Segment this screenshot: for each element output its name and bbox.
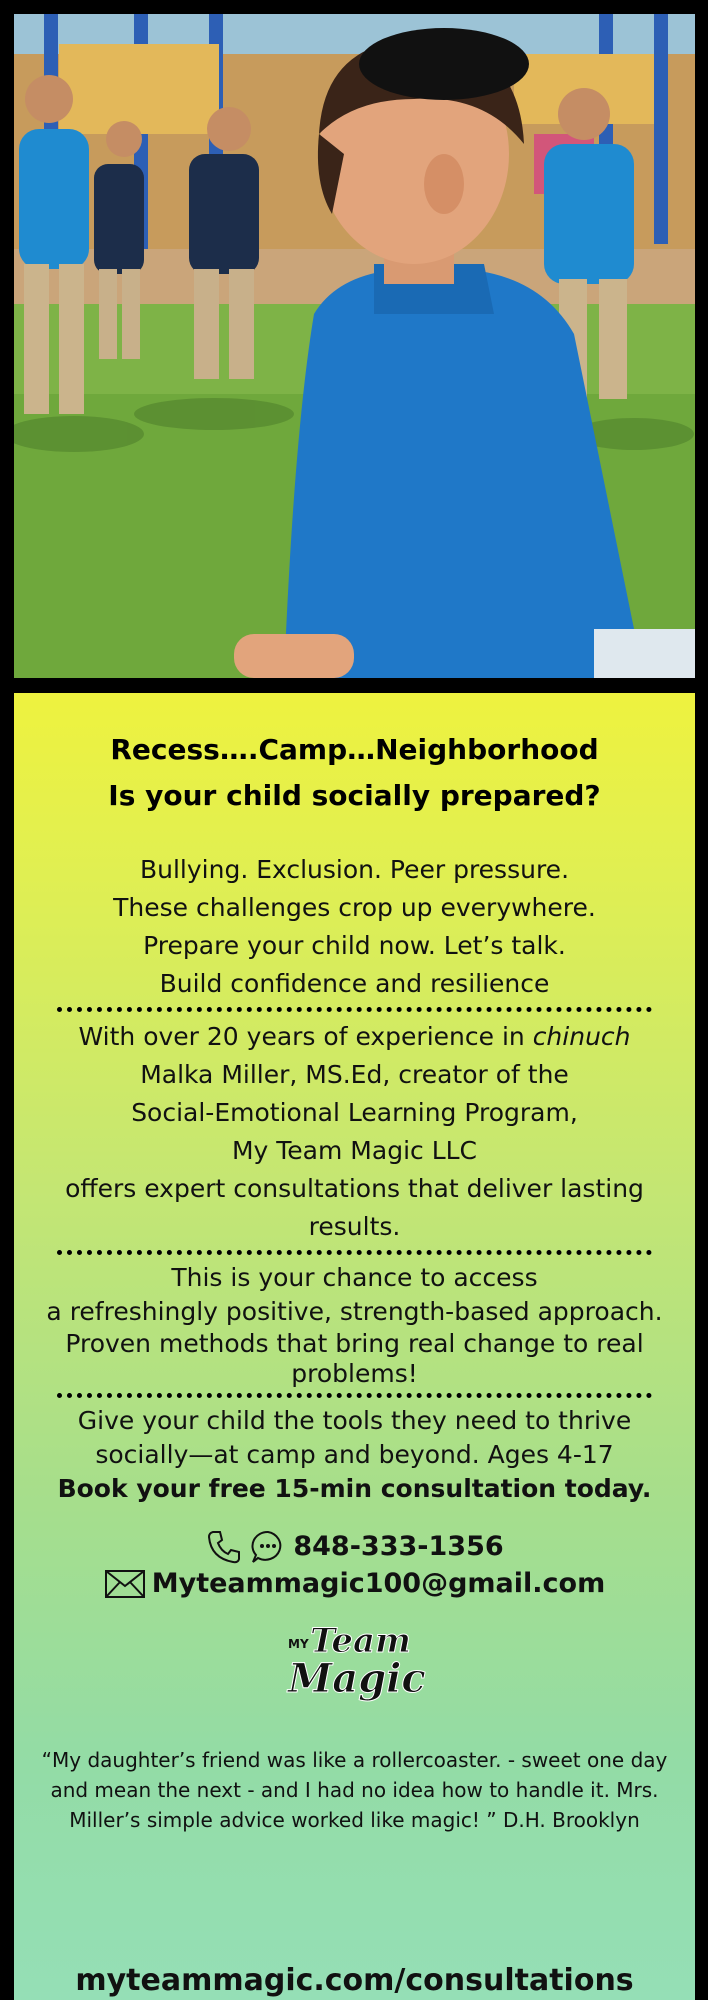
team-magic-logo bbox=[280, 1614, 430, 1704]
info-panel bbox=[14, 693, 695, 2000]
chance-line: problems! bbox=[291, 1359, 418, 1388]
logo-line-2: Magic bbox=[287, 1655, 426, 1702]
email-address[interactable]: Myteammagic100@gmail.com bbox=[151, 1568, 606, 1599]
intro-line: Bullying. Exclusion. Peer pressure. bbox=[139, 855, 570, 884]
testimonial-quote: “My daughter’s friend was like a rollercoaster. - sweet one day and mean the next - and I had no idea how to handle it. Mrs. Miller’s simple advice worked like magic! ” D.H. Brooklyn bbox=[41, 1748, 668, 1832]
dotted-divider bbox=[57, 1393, 652, 1398]
intro-line: Build confidence and resilience bbox=[159, 969, 550, 998]
experience-line-3: Social-Emotional Learning Program, bbox=[131, 1098, 578, 1127]
chance-line: Proven methods that bring real change to real bbox=[65, 1329, 644, 1358]
chance-line: This is your chance to access bbox=[171, 1263, 538, 1292]
website-url[interactable]: myteammagic.com/consultations bbox=[75, 1963, 634, 1998]
chinuch-term: chinuch bbox=[532, 1022, 631, 1051]
dotted-divider bbox=[57, 1250, 652, 1255]
hero-photo bbox=[14, 14, 695, 678]
contact-block bbox=[14, 1528, 695, 1602]
experience-line-6: results. bbox=[308, 1212, 401, 1241]
intro-block bbox=[14, 851, 695, 1003]
experience-line-1 bbox=[14, 1018, 695, 1056]
logo-line-1: Team bbox=[309, 1621, 411, 1661]
headline bbox=[14, 727, 695, 819]
phone-row[interactable] bbox=[14, 1528, 695, 1566]
chat-bubble-icon bbox=[249, 1528, 287, 1566]
cta-line-1: Give your child the tools they need to thrive bbox=[77, 1406, 632, 1435]
dotted-divider bbox=[57, 1007, 652, 1012]
photo-boy-playground-illustration bbox=[14, 14, 695, 678]
chance-block bbox=[14, 1261, 695, 1389]
experience-line-4: My Team Magic LLC bbox=[231, 1136, 478, 1165]
envelope-icon bbox=[104, 1568, 146, 1600]
intro-line: Prepare your child now. Let’s talk. bbox=[143, 931, 566, 960]
headline-line-1: Recess….Camp…Neighborhood bbox=[110, 733, 599, 766]
experience-prefix: With over 20 years of experience in bbox=[78, 1022, 533, 1051]
email-row[interactable] bbox=[14, 1566, 695, 1602]
experience-line-5: offers expert consultations that deliver lasting bbox=[65, 1174, 644, 1203]
cta-block bbox=[14, 1404, 695, 1506]
chance-line: a refreshingly positive, strength-based approach. bbox=[46, 1297, 663, 1326]
phone-number[interactable]: 848-333-1356 bbox=[293, 1531, 504, 1562]
headline-line-2: Is your child socially prepared? bbox=[108, 779, 601, 812]
experience-block bbox=[14, 1018, 695, 1246]
experience-line-2: Malka Miller, MS.Ed, creator of the bbox=[140, 1060, 569, 1089]
logo-small-text: MY bbox=[287, 1637, 309, 1651]
phone-icon bbox=[205, 1528, 243, 1566]
cta-line-3: Book your free 15-min consultation today. bbox=[57, 1474, 652, 1503]
intro-line: These challenges crop up everywhere. bbox=[113, 893, 596, 922]
cta-line-2: socially—at camp and beyond. Ages 4-17 bbox=[95, 1440, 614, 1469]
